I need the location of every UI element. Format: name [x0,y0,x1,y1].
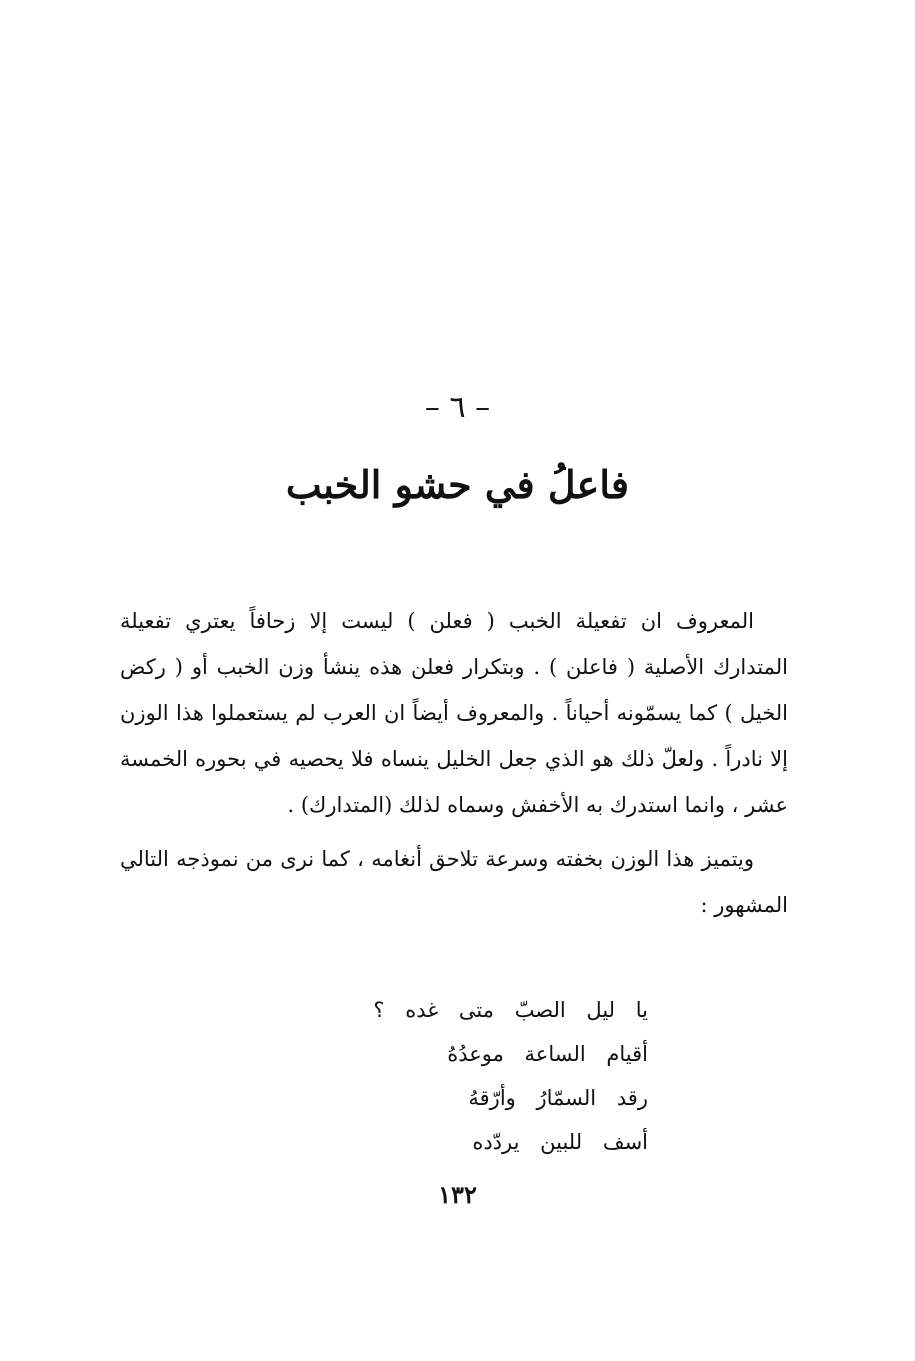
verse-line: أسف للبين يردّده [472,1130,648,1154]
page-number: ١٣٢ [438,1180,477,1209]
chapter-number: – ٦ – [424,390,491,425]
body-text [120,598,788,936]
chapter-title: فاعلُ في حشو الخبب [285,462,630,507]
paragraph: ويتميز هذا الوزن بخفته وسرعة تلاحق أنغامه ، كما نرى من نموذجه التالي المشهور : [120,847,788,917]
paragraph: المعروف ان تفعيلة الخبب ( فعلن ) ليست إلا زحافاً يعتري تفعيلة المتدارك الأصلية ( فاعلن ) . وبتكرار فعلن هذه ينشأ وزن الخبب أو ( ركض الخيل ) كما يسمّونه أحياناً . والمعروف أيضاً ان العرب لم يستعملوا هذا الوزن إلا نادراً . ولعلّ ذلك هو الذي جعل الخليل ينساه فلا يحصيه في بحوره الخمسة عشر ، وانما استدرك به الأخفش وسماه لذلك (المتدارك) . [120,609,788,817]
verse-line: أقيام الساعة موعدُهُ [447,1042,648,1066]
verse-line: يا ليل الصبّ متى غده ؟ [373,998,648,1022]
verse-block [240,988,648,1164]
verse-line: رقد السمّارُ وأرّقهُ [468,1086,648,1110]
